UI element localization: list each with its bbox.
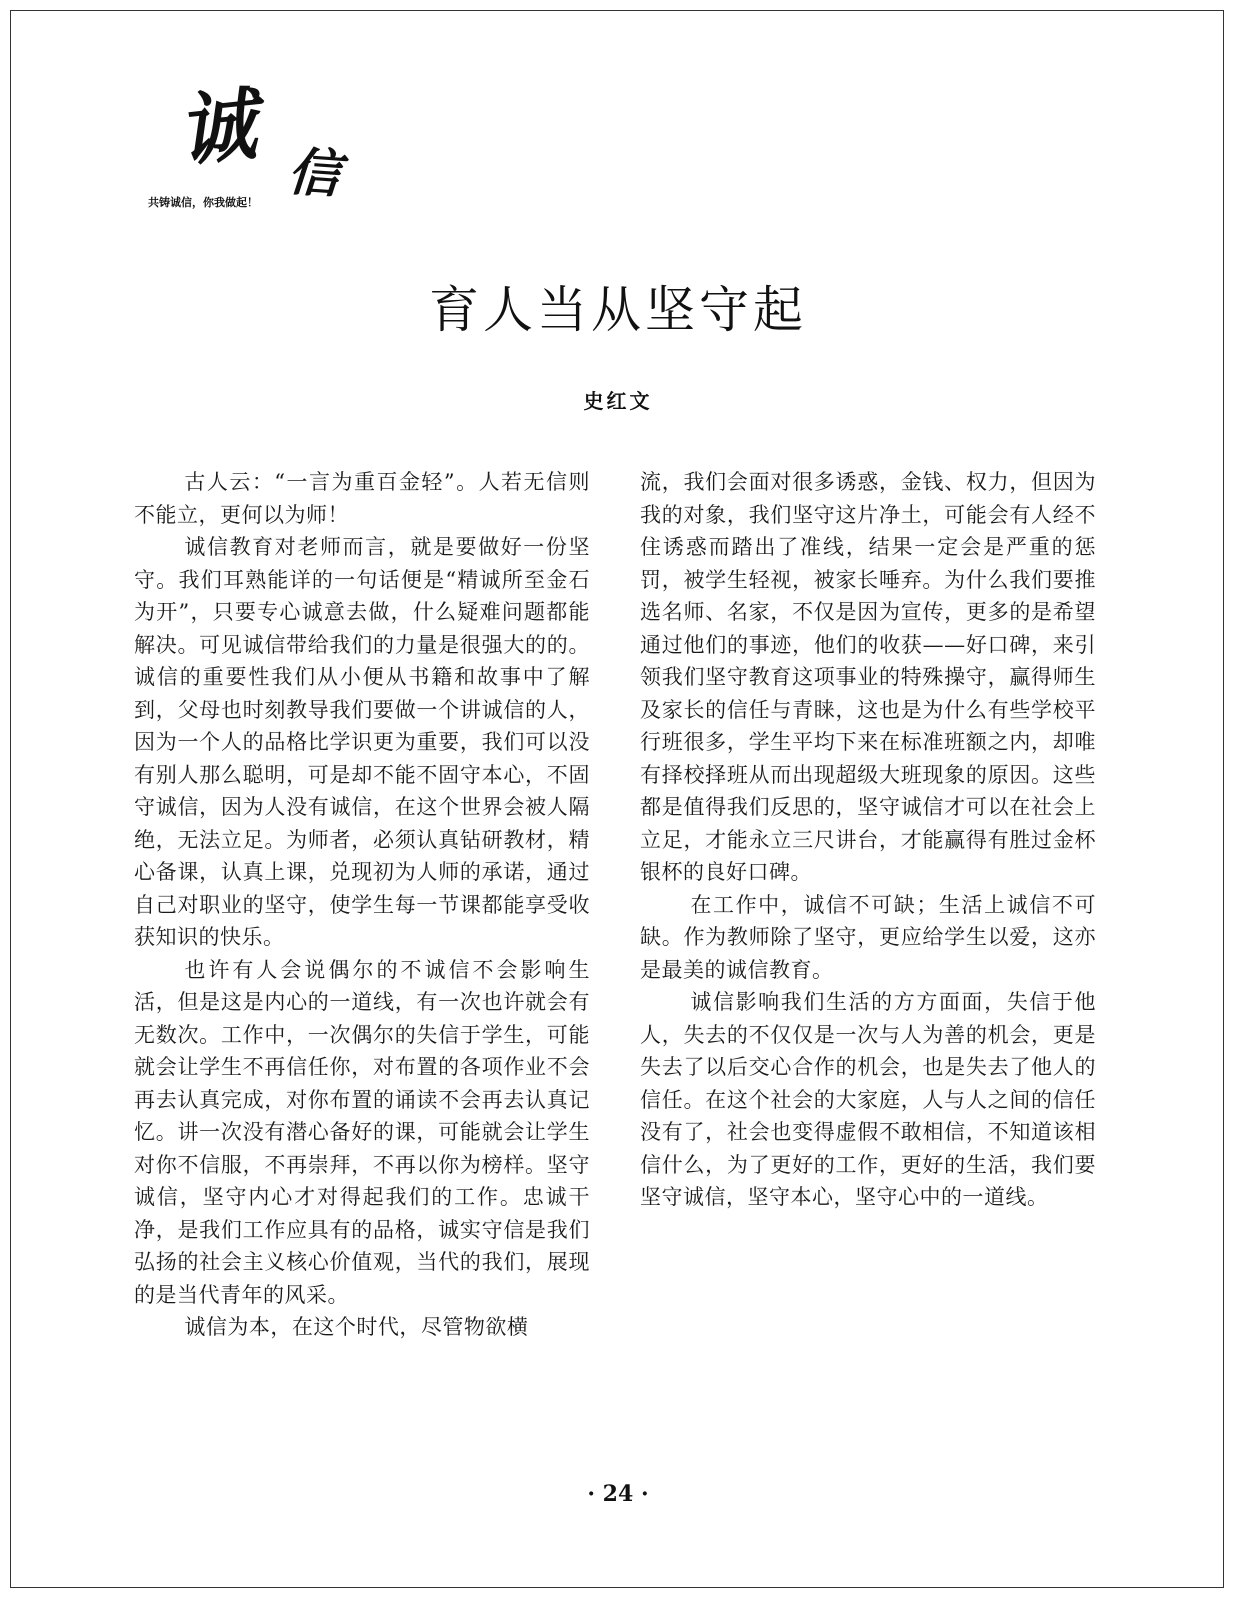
paragraph: 在工作中，诚信不可缺；生活上诚信不可缺。作为教师除了坚守，更应给学生以爱，这亦是最美的诚信教育。 — [640, 892, 1096, 982]
logo-character-cheng: 诚 — [173, 79, 261, 178]
left-column — [134, 466, 590, 1344]
paragraph: 诚信影响我们生活的方方面面，失信于他人，失去的不仅仅是一次与人为善的机会，更是失去了以后交心合作的机会，也是失去了他人的信任。在这个社会的大家庭，人与人之间的信任没有了，社会也变得虚假不敢相信，不知道该相信什么，为了更好的工作，更好的生活，我们要坚守诚信，坚守本心，坚守心中的一道线。 — [640, 990, 1096, 1209]
article-title: 育人当从坚守起 — [429, 281, 807, 339]
paragraph: 诚信教育对老师而言，就是要做好一份坚守。我们耳熟能详的一句话便是“精诚所至金石为开”，只要专心诚意去做，什么疑难问题都能解决。可见诚信带给我们的力量是很强大的的。诚信的重要性我们从小便从书籍和故事中了解到，父母也时刻教导我们要做一个讲诚信的人，因为一个人的品格比学识更为重要，我们可以没有别人那么聪明，可是却不能不固守本心，不固守诚信，因为人没有诚信，在这个世界会被人隔绝，无法立足。为师者，必须认真钻研教材，精心备课，认真上课，兑现初为人师的承诺，通过自己对职业的坚守，使学生每一节课都能享受收获知识的快乐。 — [134, 535, 590, 949]
paragraph: 也许有人会说偶尔的不诚信不会影响生活，但是这是内心的一道线，有一次也许就会有无数次。工作中，一次偶尔的失信于学生，可能就会让学生不再信任你，对布置的各项作业不会再去认真完成，对你布置的诵读不会再去认真记忆。讲一次没有潜心备好的课，可能就会让学生对你不信服，不再崇拜，不再以你为榜样。坚守诚信，坚守内心才对得起我们的工作。忠诚干净，是我们工作应具有的品格，诚实守信是我们弘扬的社会主义核心价值观，当代的我们，展现的是当代青年的风采。 — [134, 957, 590, 1307]
paragraph: 诚信为本，在这个时代，尽管物欲横 — [184, 1315, 529, 1339]
paragraph: 流，我们会面对很多诱惑，金钱、权力，但因为我的对象，我们坚守这片净土，可能会有人经不住诱惑而踏出了准线，结果一定会是严重的惩罚，被学生轻视，被家长唾弃。为什么我们要推选名师、名家，不仅是因为宣传，更多的是希望通过他们的事迹，他们的收获——好口碑，来引领我们坚守教育这项事业的特殊操守，赢得师生及家长的信任与青睐，这也是为什么有些学校平行班很多，学生平均下来在标准班额之内，却唯有择校择班从而出现超级大班现象的原因。这些都是值得我们反思的，坚守诚信才可以在社会上立足，才能永立三尺讲台，才能赢得有胜过金杯银杯的良好口碑。 — [640, 470, 1096, 884]
logo-slogan: 共铸诚信，你我做起！ — [148, 196, 258, 209]
right-column — [640, 466, 1096, 1214]
article-author: 史红文 — [583, 389, 653, 413]
paragraph: 古人云：“一言为重百金轻”。人若无信则不能立，更何以为师！ — [134, 470, 590, 527]
logo-character-xin: 信 — [285, 141, 343, 206]
page-number: · 24 · — [587, 1481, 649, 1507]
section-logo — [148, 79, 358, 220]
